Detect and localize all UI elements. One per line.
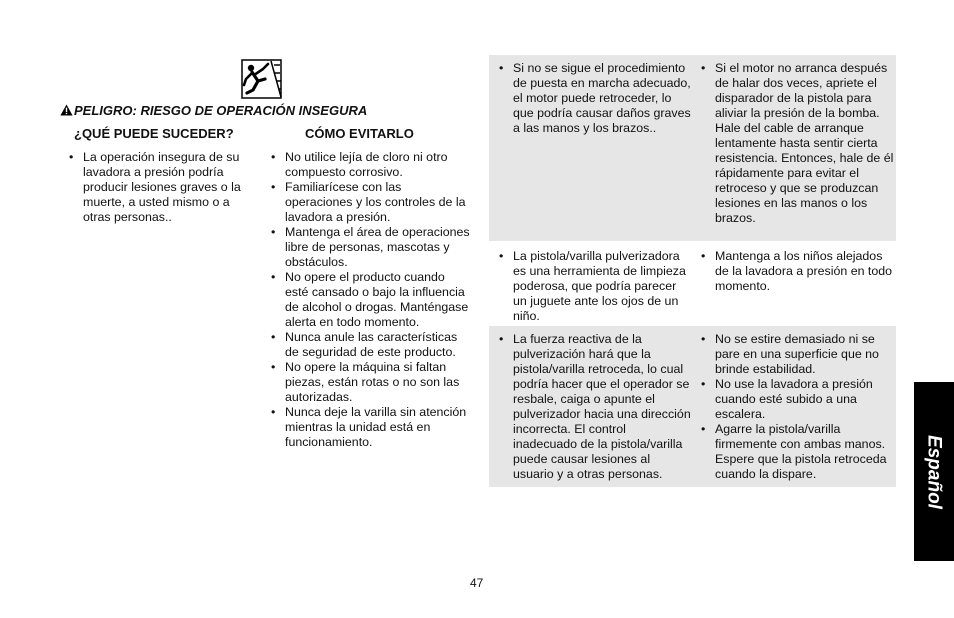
hazard-panel-children <box>489 242 896 324</box>
safety-heading <box>60 103 367 119</box>
list-item: • Mantenga a los niños alejados de la lavadora a presión en todo momento. <box>700 249 896 294</box>
column-heading-how: CÓMO EVITARLO <box>305 126 414 141</box>
list-item: • Nunca deje la varilla sin atención mientras la unidad está en funcionamiento. <box>270 405 470 450</box>
warning-triangle-icon <box>60 104 73 119</box>
prevention-list <box>700 249 896 294</box>
list-item: • Nunca anule las características de seguridad de este producto. <box>270 330 470 360</box>
list-item: • No se estire demasiado ni se pare en una superficie que no brinde estabilidad. <box>700 332 896 377</box>
list-item: • Si no se sigue el procedimiento de puesta en marcha adecuado, el motor puede retroceder, lo que podría causar daños graves a las manos y los brazos.. <box>498 61 693 136</box>
how-list <box>270 150 470 450</box>
page-number: 47 <box>470 576 484 590</box>
what-list <box>68 150 258 225</box>
list-item: • Mantenga el área de operaciones libre de personas, mascotas y obstáculos. <box>270 225 470 270</box>
list-item: • No utilice lejía de cloro ni otro compuesto corrosivo. <box>270 150 470 180</box>
hazard-panel-recoil <box>489 326 896 487</box>
list-item: • La fuerza reactiva de la pulverización hará que la pistola/varilla retroceda, lo cual podría hacer que el operador se resbale, caiga o apunte el pulverizador hacia una dirección incorrecta. El control inadecuado de la pistola/varilla puede causar lesiones al usuario y a otras personas. <box>498 332 693 482</box>
list-item: • Familiarícese con las operaciones y los controles de la lavadora a presión. <box>270 180 470 225</box>
prevention-list <box>700 332 896 482</box>
list-item: • No opere la máquina si faltan piezas, están rotas o no son las autorizadas. <box>270 360 470 405</box>
list-item: • La pistola/varilla pulverizadora es una herramienta de limpieza poderosa, que podría parecer un juguete ante los ojos de un niño. <box>498 249 693 324</box>
list-item: • No use la lavadora a presión cuando esté subido a una escalera. <box>700 377 896 422</box>
list-item: • Agarre la pistola/varilla firmemente con ambas manos. Espere que la pistola retroceda cuando la dispare. <box>700 422 896 482</box>
hazard-list <box>498 249 693 324</box>
heading-text: PELIGRO: RIESGO DE OPERACIÓN INSEGURA <box>74 103 368 118</box>
hazard-list <box>498 61 693 136</box>
column-heading-what: ¿QUÉ PUEDE SUCEDER? <box>74 126 234 141</box>
list-item: • No opere el producto cuando esté cansado o bajo la influencia de alcohol o drogas. Manténgase alerta en todo momento. <box>270 270 470 330</box>
list-item: • La operación insegura de su lavadora a presión podría producir lesiones graves o la muerte, a usted mismo o a otras personas.. <box>68 150 258 225</box>
falling-person-icon <box>241 59 282 99</box>
language-tab-label: Español <box>923 434 945 509</box>
language-tab <box>914 382 954 561</box>
hazard-list <box>498 332 693 482</box>
list-item: • Si el motor no arranca después de halar dos veces, apriete el disparador de la pistola para aliviar la presión de la bomba. Hale del cable de arranque lentamente hasta sentir cierta resistencia. Entonces, hale de él rápidamente para evitar el retroceso y que se produzcan lesiones en las manos o los brazos. <box>700 61 896 226</box>
hazard-panel-startup <box>489 55 896 241</box>
prevention-list <box>700 61 896 226</box>
